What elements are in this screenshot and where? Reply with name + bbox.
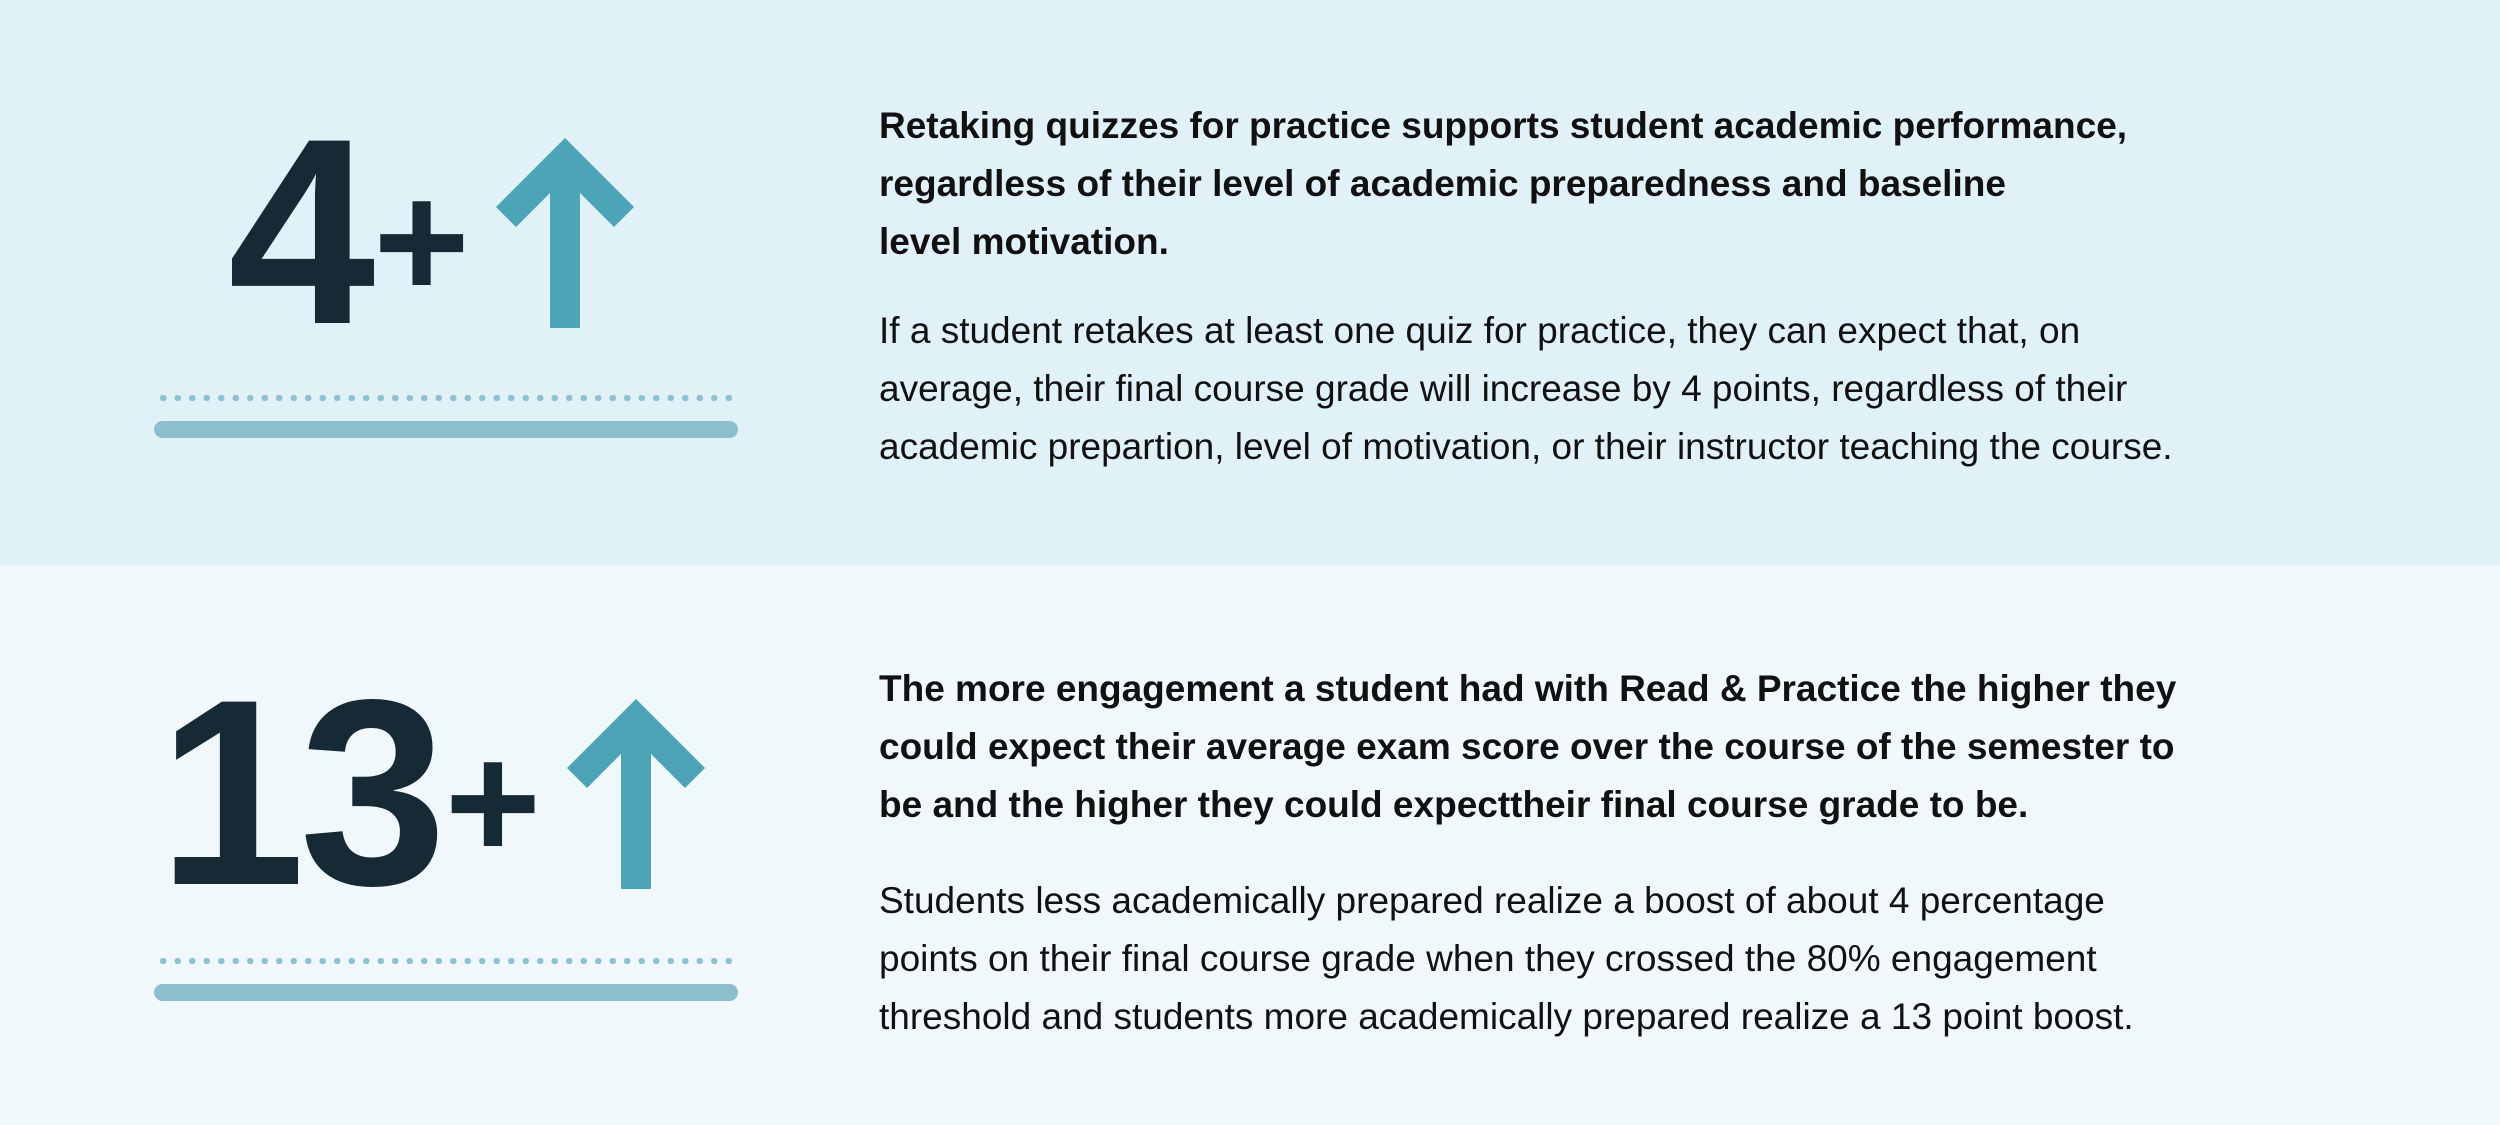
solid-divider <box>154 421 738 438</box>
description-line: threshold and students more academically prepared realize a 13 point boost. <box>879 996 2134 1037</box>
heading-line: The more engagement a student had with Read & Practice the higher they <box>879 668 2177 709</box>
dotted-divider <box>156 395 736 401</box>
description-line: academic prepartion, level of motivation, or their instructor teaching the course. <box>879 426 2173 467</box>
arrow-up-icon <box>567 699 705 889</box>
stat-panel-engagement <box>0 565 2500 1125</box>
stat-number: 4 <box>228 84 370 380</box>
description-line: points on their final course grade when they crossed the 80% engagement <box>879 938 2097 979</box>
heading-line: regardless of their level of academic preparedness and baseline <box>879 163 2006 204</box>
description-line: If a student retakes at least one quiz for practice, they can expect that, on <box>879 310 2081 351</box>
stat-plus-sign: + <box>444 710 542 894</box>
stat-figure <box>228 84 634 380</box>
description-line: average, their final course grade will increase by 4 points, regardless of their <box>879 368 2128 409</box>
description-line: Students less academically prepared realize a boost of about 4 percentage <box>879 880 2105 921</box>
stat-number: 13 <box>158 645 441 941</box>
heading-line: Retaking quizzes for practice supports student academic performance, <box>879 105 2128 146</box>
dotted-divider <box>156 958 736 964</box>
stat-description <box>879 302 2173 476</box>
heading-line: level motivation. <box>879 221 1169 262</box>
stat-heading <box>879 97 2127 271</box>
solid-divider <box>154 984 738 1001</box>
heading-line: be and the higher they could expecttheir final course grade to be. <box>879 784 2029 825</box>
stat-heading <box>879 660 2176 834</box>
heading-line: could expect their average exam score over the course of the semester to <box>879 726 2175 767</box>
arrow-up-icon <box>496 138 634 328</box>
stat-plus-sign: + <box>373 149 470 333</box>
stat-figure <box>158 645 705 941</box>
stat-description <box>879 872 2134 1046</box>
